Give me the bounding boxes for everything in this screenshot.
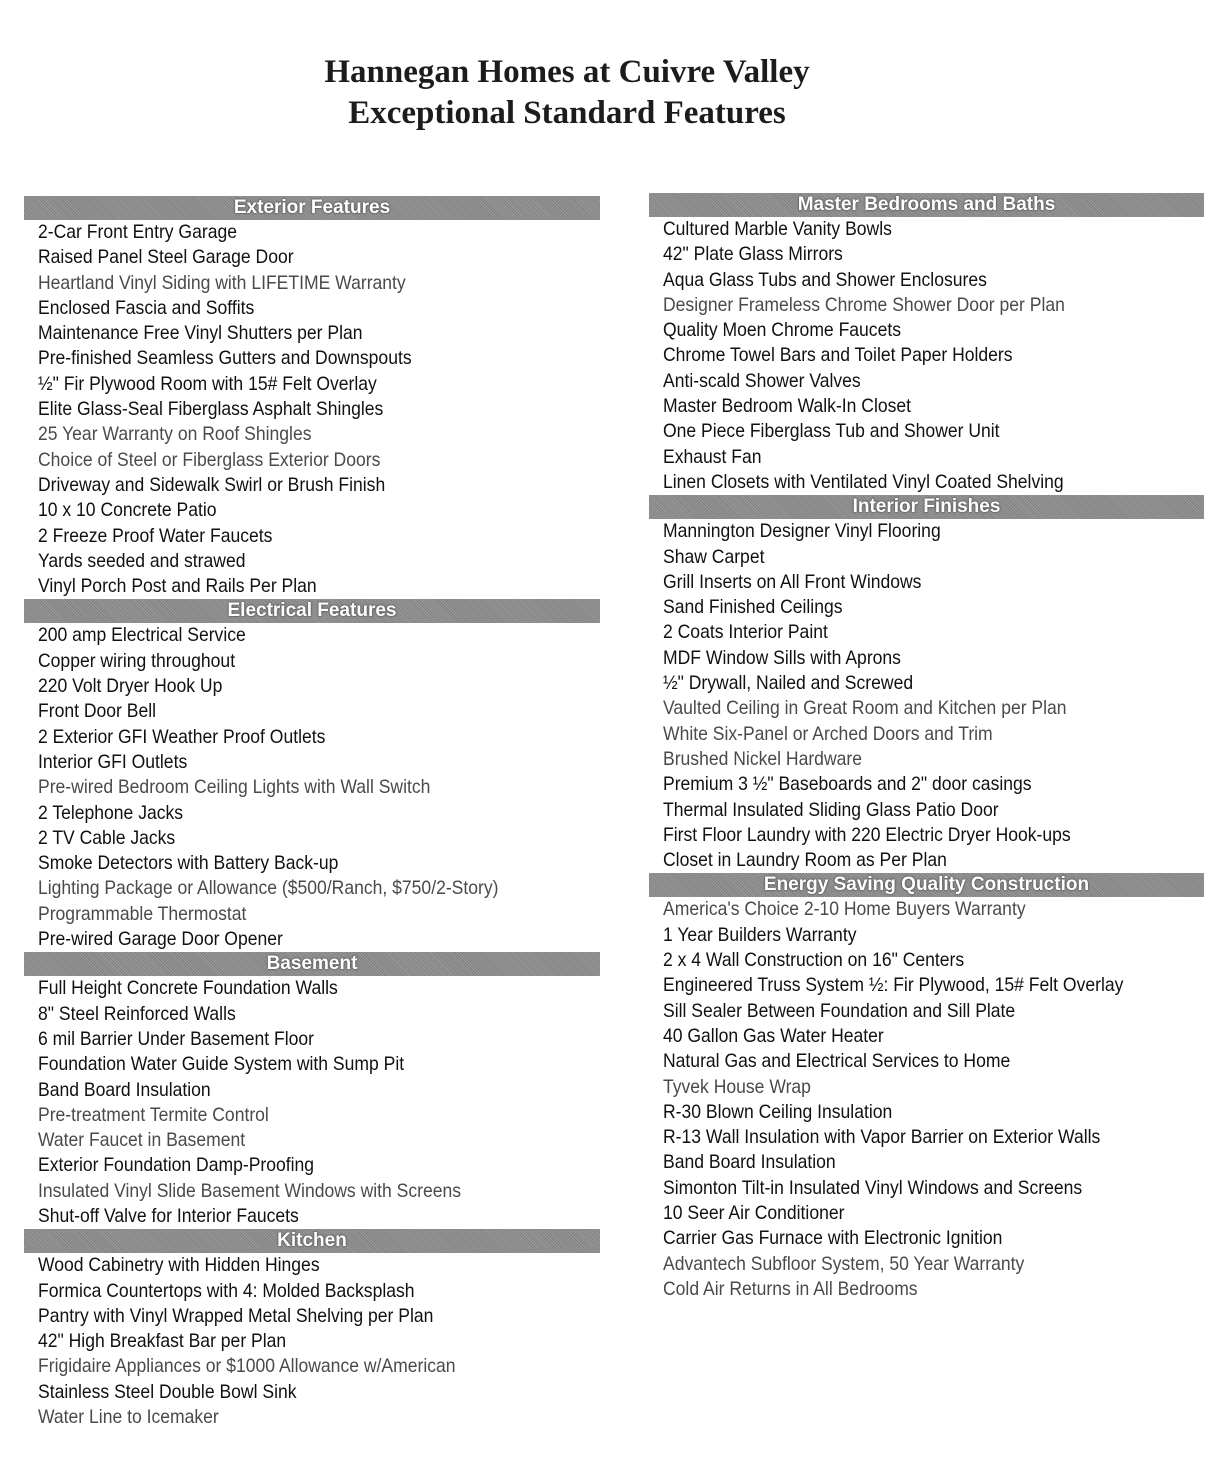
feature-item: Advantech Subfloor System, 50 Year Warranty: [663, 1252, 1025, 1275]
feature-item: 2 Exterior GFI Weather Proof Outlets: [38, 725, 326, 748]
feature-item: Linen Closets with Ventilated Vinyl Coated Shelving: [663, 470, 1064, 493]
feature-item: Smoke Detectors with Battery Back-up: [38, 852, 339, 875]
feature-item: Elite Glass-Seal Fiberglass Asphalt Shingles: [38, 398, 384, 421]
feature-item: Natural Gas and Electrical Services to Home: [663, 1050, 1011, 1073]
feature-item: Cold Air Returns in All Bedrooms: [663, 1277, 918, 1300]
section-kitchen: [24, 1229, 600, 1430]
section-heading: Basement: [24, 952, 600, 976]
feature-item: ½" Drywall, Nailed and Screwed: [663, 672, 914, 695]
feature-item: Maintenance Free Vinyl Shutters per Plan: [38, 322, 363, 345]
feature-item: 40 Gallon Gas Water Heater: [663, 1024, 884, 1047]
feature-item: Carrier Gas Furnace with Electronic Ignition: [663, 1227, 1003, 1250]
feature-item: Yards seeded and strawed: [38, 549, 246, 572]
feature-item: Exhaust Fan: [663, 445, 762, 468]
feature-list: [24, 220, 600, 599]
feature-item: 25 Year Warranty on Roof Shingles: [38, 423, 312, 446]
feature-item: Tyvek House Wrap: [663, 1075, 811, 1098]
feature-item: Driveway and Sidewalk Swirl or Brush Finish: [38, 473, 386, 496]
feature-item: Premium 3 ½" Baseboards and 2" door casings: [663, 773, 1032, 796]
feature-item: Grill Inserts on All Front Windows: [663, 570, 922, 593]
feature-item: Foundation Water Guide System with Sump Pit: [38, 1053, 405, 1076]
feature-item: Choice of Steel or Fiberglass Exterior Doors: [38, 448, 381, 471]
feature-list: [649, 217, 1204, 495]
feature-item: Full Height Concrete Foundation Walls: [38, 977, 338, 1000]
feature-item: R-30 Blown Ceiling Insulation: [663, 1100, 893, 1123]
feature-item: White Six-Panel or Arched Doors and Trim: [663, 722, 993, 745]
feature-item: Master Bedroom Walk-In Closet: [663, 395, 912, 418]
feature-item: 42" High Breakfast Bar per Plan: [38, 1330, 287, 1353]
section-interior-finishes: [649, 495, 1204, 873]
feature-list: [649, 519, 1204, 873]
feature-list: [24, 976, 600, 1229]
feature-item: Programmable Thermostat: [38, 902, 247, 925]
feature-item: Water Line to Icemaker: [38, 1406, 219, 1429]
feature-item: Anti-scald Shower Valves: [663, 369, 861, 392]
left-column: [24, 196, 600, 1430]
feature-item: Pre-wired Garage Door Opener: [38, 928, 283, 951]
feature-item: 10 x 10 Concrete Patio: [38, 499, 217, 522]
section-energy-saving-construction: [649, 873, 1204, 1302]
section-heading: Electrical Features: [24, 599, 600, 623]
feature-item: Engineered Truss System ½: Fir Plywood, 15# Felt Overlay: [663, 974, 1124, 997]
title-line-2: Exceptional Standard Features: [348, 95, 786, 131]
feature-item: Vinyl Porch Post and Rails Per Plan: [38, 575, 317, 598]
feature-item: Enclosed Fascia and Soffits: [38, 296, 255, 319]
feature-item: Cultured Marble Vanity Bowls: [663, 218, 892, 240]
feature-item: Aqua Glass Tubs and Shower Enclosures: [663, 268, 987, 291]
feature-item: Interior GFI Outlets: [38, 750, 188, 773]
feature-item: 6 mil Barrier Under Basement Floor: [38, 1027, 315, 1050]
feature-list: [24, 1253, 600, 1430]
feature-item: Lighting Package or Allowance ($500/Ranch, $750/2-Story): [38, 877, 499, 900]
feature-item: 2-Car Front Entry Garage: [38, 221, 237, 243]
feature-item: 2 x 4 Wall Construction on 16" Centers: [663, 949, 965, 972]
title-line-1: Hannegan Homes at Cuivre Valley: [324, 54, 810, 90]
feature-item: Thermal Insulated Sliding Glass Patio Door: [663, 798, 999, 821]
feature-item: Band Board Insulation: [663, 1151, 836, 1174]
feature-item: Pantry with Vinyl Wrapped Metal Shelving per Plan: [38, 1304, 434, 1327]
feature-item: 10 Seer Air Conditioner: [663, 1201, 845, 1224]
feature-item: Pre-finished Seamless Gutters and Downspouts: [38, 347, 412, 370]
section-heading: Kitchen: [24, 1229, 600, 1253]
section-electrical-features: [24, 599, 600, 952]
feature-item: Exterior Foundation Damp-Proofing: [38, 1154, 315, 1177]
feature-item: 1 Year Builders Warranty: [663, 923, 857, 946]
feature-item: 220 Volt Dryer Hook Up: [38, 675, 223, 698]
feature-item: Formica Countertops with 4: Molded Backsplash: [38, 1279, 415, 1302]
feature-item: Raised Panel Steel Garage Door: [38, 246, 294, 269]
feature-list: [24, 623, 600, 952]
section-heading: Exterior Features: [24, 196, 600, 220]
feature-list: [649, 897, 1204, 1302]
feature-item: 2 TV Cable Jacks: [38, 826, 176, 849]
section-master-bedrooms-baths: [649, 193, 1204, 495]
feature-item: Mannington Designer Vinyl Flooring: [663, 520, 941, 543]
feature-item: Sill Sealer Between Foundation and Sill Plate: [663, 999, 1016, 1022]
section-heading: Master Bedrooms and Baths: [649, 193, 1204, 217]
section-heading: Energy Saving Quality Construction: [649, 873, 1204, 897]
feature-item: ½" Fir Plywood Room with 15# Felt Overlay: [38, 372, 377, 395]
section-basement: [24, 952, 600, 1229]
feature-item: Brushed Nickel Hardware: [663, 747, 862, 770]
feature-item: Copper wiring throughout: [38, 649, 236, 672]
feature-item: First Floor Laundry with 220 Electric Dryer Hook-ups: [663, 823, 1071, 846]
right-column: [649, 193, 1204, 1302]
feature-item: Pre-treatment Termite Control: [38, 1103, 269, 1126]
feature-item: One Piece Fiberglass Tub and Shower Unit: [663, 420, 1000, 443]
feature-item: 8" Steel Reinforced Walls: [38, 1002, 236, 1025]
feature-item: Shut-off Valve for Interior Faucets: [38, 1204, 299, 1227]
feature-item: 42" Plate Glass Mirrors: [663, 243, 843, 266]
feature-item: Band Board Insulation: [38, 1078, 211, 1101]
feature-item: Vaulted Ceiling in Great Room and Kitchen per Plan: [663, 697, 1067, 720]
feature-item: Front Door Bell: [38, 700, 157, 723]
feature-item: 2 Freeze Proof Water Faucets: [38, 524, 273, 547]
feature-item: Frigidaire Appliances or $1000 Allowance w/American: [38, 1355, 456, 1378]
feature-item: Sand Finished Ceilings: [663, 596, 843, 619]
feature-item: Water Faucet in Basement: [38, 1129, 246, 1152]
feature-item: 2 Telephone Jacks: [38, 801, 184, 824]
feature-item: America's Choice 2-10 Home Buyers Warranty: [663, 898, 1026, 921]
feature-item: Insulated Vinyl Slide Basement Windows with Screens: [38, 1179, 462, 1202]
feature-item: MDF Window Sills with Aprons: [663, 646, 901, 669]
feature-item: Designer Frameless Chrome Shower Door per Plan: [663, 293, 1065, 316]
feature-item: Wood Cabinetry with Hidden Hinges: [38, 1254, 320, 1277]
feature-item: Closet in Laundry Room as Per Plan: [663, 849, 947, 872]
feature-item: Pre-wired Bedroom Ceiling Lights with Wall Switch: [38, 776, 431, 799]
feature-item: Quality Moen Chrome Faucets: [663, 319, 902, 342]
feature-item: R-13 Wall Insulation with Vapor Barrier on Exterior Walls: [663, 1126, 1101, 1149]
feature-item: Stainless Steel Double Bowl Sink: [38, 1380, 297, 1403]
feature-item: Simonton Tilt-in Insulated Vinyl Windows and Screens: [663, 1176, 1083, 1199]
feature-item: Heartland Vinyl Siding with LIFETIME Warranty: [38, 271, 406, 294]
feature-item: 200 amp Electrical Service: [38, 624, 246, 647]
feature-item: 2 Coats Interior Paint: [663, 621, 828, 644]
feature-item: Shaw Carpet: [663, 545, 765, 568]
feature-item: Chrome Towel Bars and Toilet Paper Holders: [663, 344, 1013, 367]
section-exterior-features: [24, 196, 600, 599]
section-heading: Interior Finishes: [649, 495, 1204, 519]
page-title: [0, 52, 1134, 134]
